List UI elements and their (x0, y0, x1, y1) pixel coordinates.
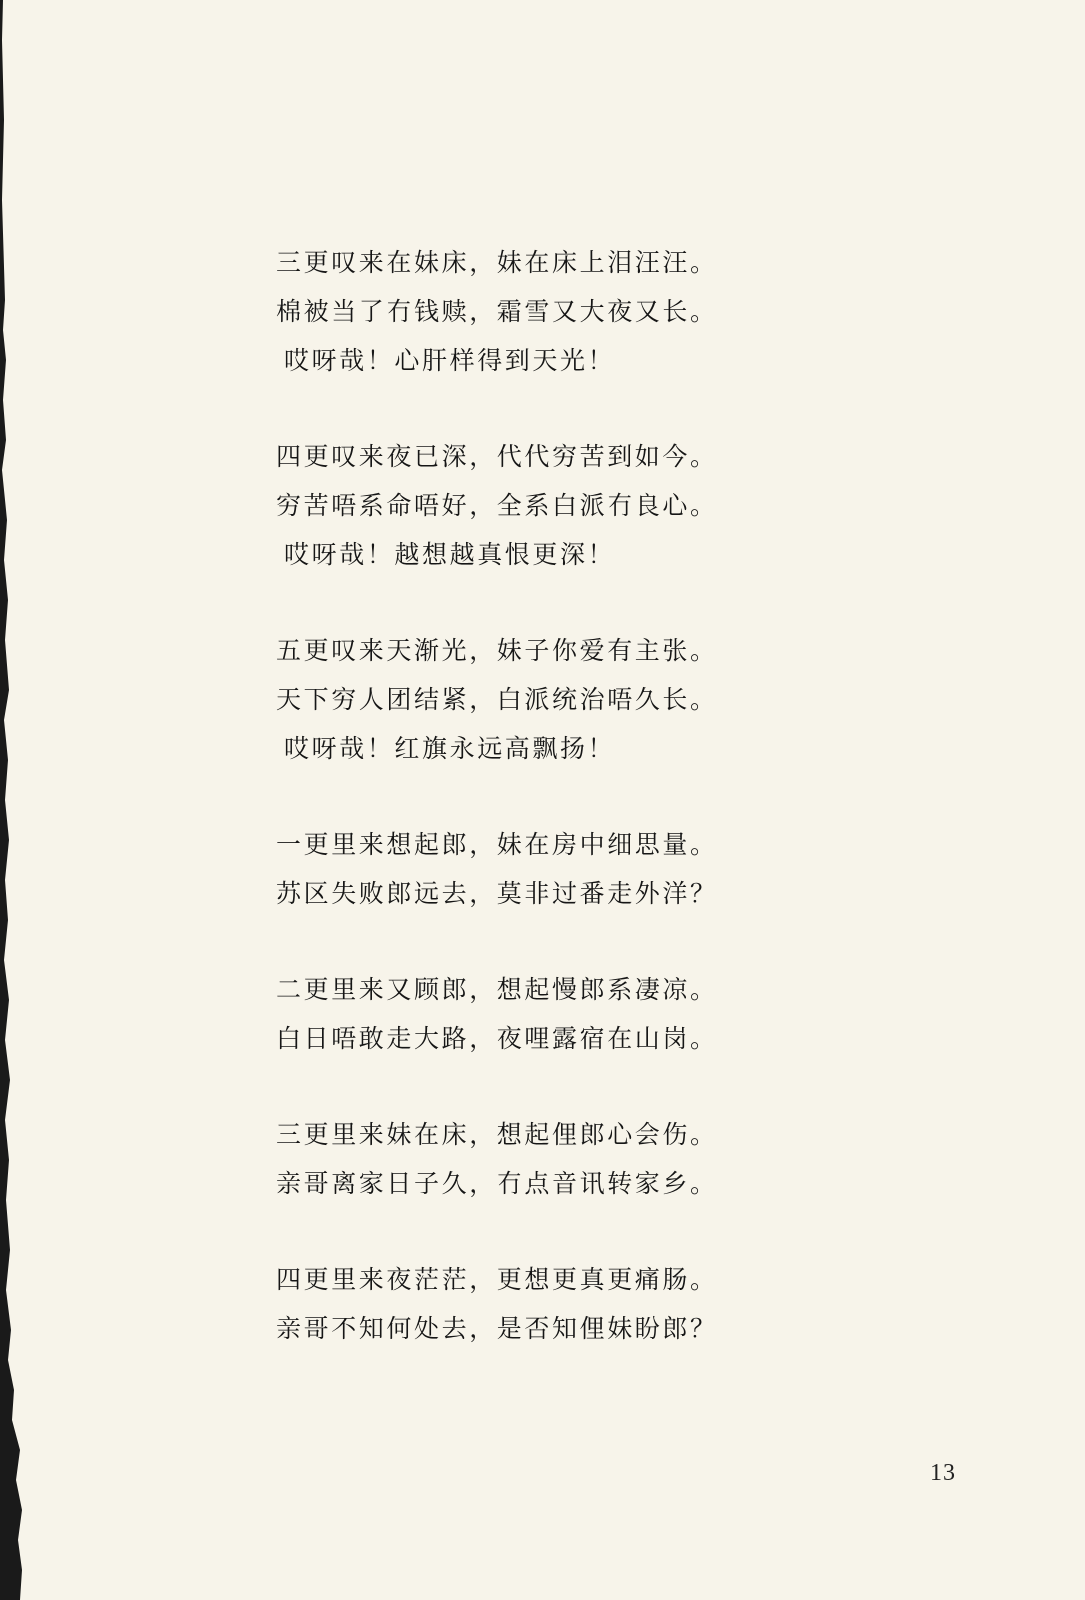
poem-line: 亲哥不知何处去，是否知俚妹盼郎？ (276, 1314, 718, 1343)
poem-line: 苏区失败郎远去，莫非过番走外洋？ (276, 879, 718, 908)
poem-line: 三更叹来在妹床，妹在床上泪汪汪。 (276, 248, 718, 277)
poem-line: 四更叹来夜已深，代代穷苦到如今。 (276, 442, 718, 471)
poem-line: 穷苦唔系命唔好，全系白派冇良心。 (276, 491, 718, 520)
stanza-4 (276, 820, 836, 918)
poem-body (276, 238, 836, 1400)
poem-line: 天下穷人团结紧，白派统治唔久长。 (276, 685, 718, 714)
page-number: 13 (930, 1460, 956, 1486)
poem-line: 棉被当了冇钱赎，霜雪又大夜又长。 (276, 297, 718, 326)
poem-refrain: 哎呀哉！越想越真恨更深！ (284, 540, 616, 569)
stanza-2 (276, 432, 836, 579)
stanza-5 (276, 965, 836, 1063)
stanza-7 (276, 1255, 836, 1353)
poem-line: 亲哥离家日子久，冇点音讯转家乡。 (276, 1169, 718, 1198)
poem-refrain: 哎呀哉！心肝样得到天光！ (284, 346, 616, 375)
stanza-3 (276, 626, 836, 773)
poem-line: 二更里来又顾郎，想起慢郎系凄凉。 (276, 975, 718, 1004)
stanza-1 (276, 238, 836, 385)
poem-line: 三更里来妹在床，想起俚郎心会伤。 (276, 1120, 718, 1149)
torn-page-edge (0, 0, 22, 1600)
poem-refrain: 哎呀哉！红旗永远高飘扬！ (284, 734, 616, 763)
stanza-6 (276, 1110, 836, 1208)
poem-line: 五更叹来天渐光，妹子你爱有主张。 (276, 636, 718, 665)
poem-line: 一更里来想起郎，妹在房中细思量。 (276, 830, 718, 859)
poem-line: 白日唔敢走大路，夜哩露宿在山岗。 (276, 1024, 718, 1053)
poem-line: 四更里来夜茫茫，更想更真更痛肠。 (276, 1265, 718, 1294)
